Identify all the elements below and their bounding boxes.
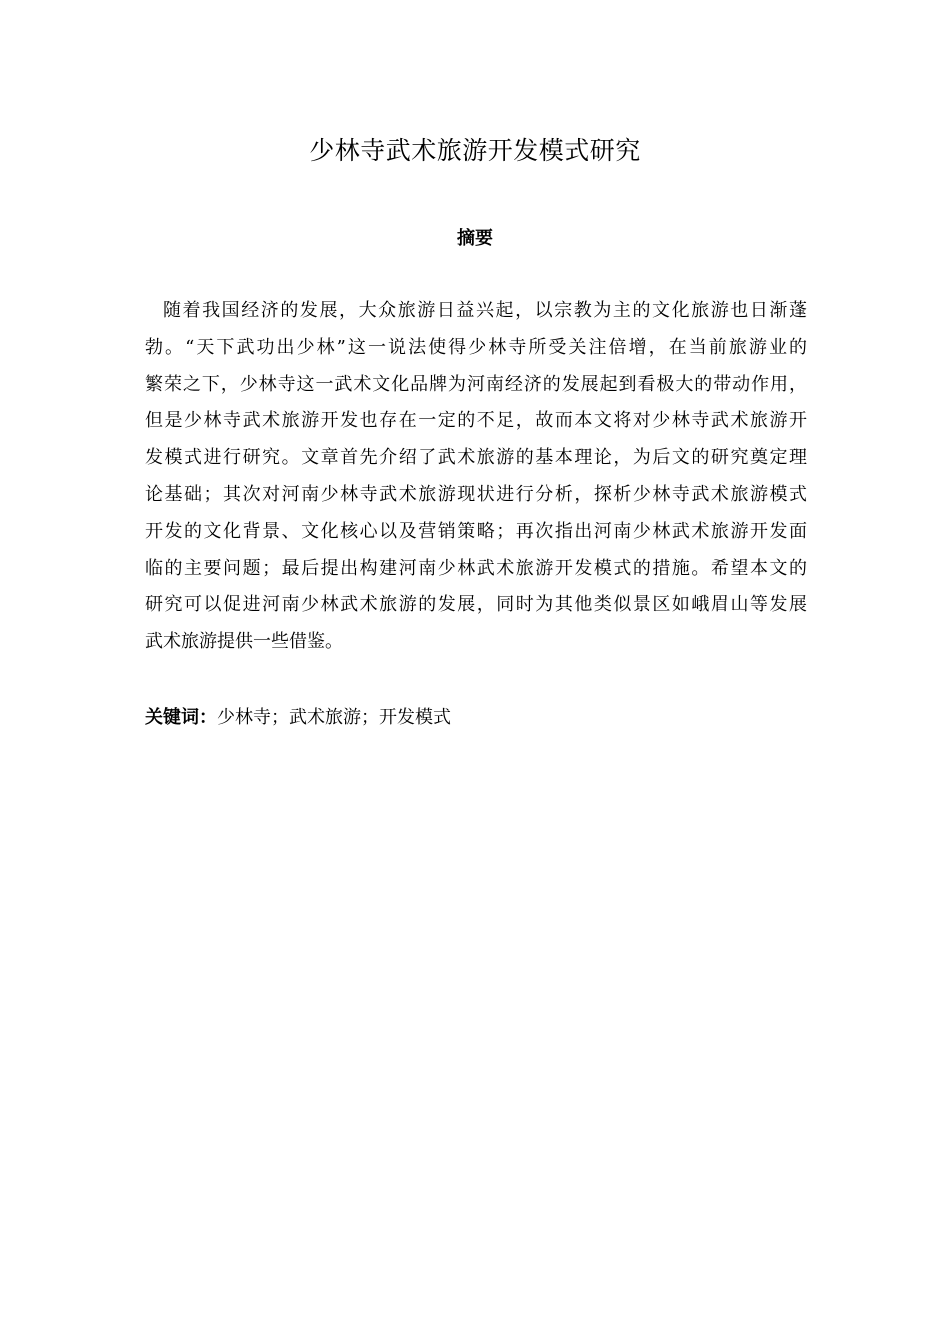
document-title: 少林寺武术旅游开发模式研究	[309, 136, 641, 165]
abstract-line: 繁荣之下，少林寺这一武术文化品牌为河南经济的发展起到看极大的带动作用，	[145, 373, 807, 395]
keywords-value: 少林寺；武术旅游；开发模式	[217, 707, 451, 728]
abstract-line: 发模式进行研究。文章首先介绍了武术旅游的基本理论，为后文的研究奠定理	[145, 447, 807, 469]
abstract-line: 随着我国经济的发展，大众旅游日益兴起，以宗教为主的文化旅游也日渐蓬	[163, 300, 807, 321]
abstract-heading: 摘要	[457, 228, 493, 249]
abstract-body	[145, 293, 807, 661]
keywords-label: 关键词：	[145, 707, 217, 728]
abstract-line: 武术旅游提供一些借鉴。	[145, 631, 343, 653]
abstract-line: 临的主要问题；最后提出构建河南少林武术旅游开发模式的措施。希望本文的	[145, 557, 807, 579]
abstract-line: 研究可以促进河南少林武术旅游的发展，同时为其他类似景区如峨眉山等发展	[145, 594, 807, 616]
abstract-line: 开发的文化背景、文化核心以及营销策略；再次指出河南少林武术旅游开发面	[145, 520, 807, 542]
abstract-line: 论基础；其次对河南少林寺武术旅游现状进行分析，探析少林寺武术旅游模式	[145, 483, 807, 505]
abstract-line: 勃。“天下武功出少林”这一说法使得少林寺所受关注倍增，在当前旅游业的	[145, 336, 807, 358]
keywords	[145, 703, 807, 733]
abstract-line: 但是少林寺武术旅游开发也存在一定的不足，故而本文将对少林寺武术旅游开	[145, 410, 807, 432]
